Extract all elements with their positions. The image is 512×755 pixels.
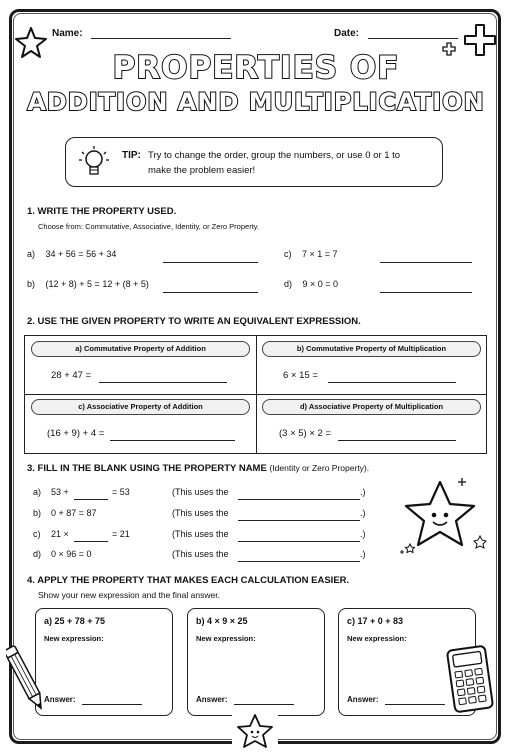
s1-item-a: a) 34 + 56 = 56 + 34 — [27, 249, 117, 259]
name-field[interactable] — [91, 28, 231, 39]
smiling-star-icon — [400, 470, 492, 560]
s4-card-c-new-label: New expression: — [347, 634, 407, 643]
page-subtitle: ADDITION AND MULTIPLICATION — [27, 88, 485, 116]
s4-card-a-answer-label: Answer: — [44, 695, 76, 704]
s2-answer-a[interactable] — [99, 372, 227, 383]
s2-title-c: c) Associative Property of Addition — [31, 399, 250, 415]
s3-uses-c: (This uses the — [172, 529, 229, 539]
section4-subheading: Show your new expression and the final answer. — [38, 590, 220, 600]
tip-box — [65, 137, 443, 187]
section4-heading: 4. APPLY THE PROPERTY THAT MAKES EACH CALCULATION EASIER. — [27, 575, 350, 586]
s3-uses-d: (This uses the — [172, 549, 229, 559]
s3-close-d: .) — [360, 549, 366, 559]
s3-property-a[interactable] — [238, 489, 360, 500]
tip-text-line1: Try to change the order, group the numbers, or use 0 or 1 to — [148, 150, 401, 161]
date-field[interactable] — [368, 28, 458, 39]
s4-card-b — [187, 608, 325, 716]
s4-card-a — [35, 608, 173, 716]
s4-card-b-new-label: New expression: — [196, 634, 256, 643]
s4-card-c-answer-field[interactable] — [385, 704, 445, 705]
s3-property-d[interactable] — [238, 551, 360, 562]
s3-item-d: d) 0 × 96 = 0 — [33, 549, 92, 559]
lightbulb-icon — [76, 144, 112, 182]
section3-heading: 3. FILL IN THE BLANK USING THE PROPERTY NAME (Identity or Zero Property). — [27, 463, 370, 474]
s3-item-b: b) 0 + 87 = 87 — [33, 508, 97, 518]
s4-card-b-answer-label: Answer: — [196, 695, 228, 704]
s4-card-c-answer-label: Answer: — [347, 695, 379, 704]
s4-card-b-answer-field[interactable] — [234, 704, 294, 705]
s4-card-a-new-label: New expression: — [44, 634, 104, 643]
s3-close-b: .) — [360, 508, 366, 518]
s2-expr-a: 28 + 47 = — [51, 370, 92, 381]
tip-text-line2: make the problem easier! — [148, 165, 256, 176]
s3-result-c: = 21 — [112, 529, 130, 539]
s3-property-c[interactable] — [238, 531, 360, 542]
s3-item-a: a) 53 + — [33, 487, 69, 497]
s2-expr-b: 6 × 15 = — [283, 370, 318, 381]
s2-answer-c[interactable] — [110, 430, 235, 441]
s3-close-a: .) — [360, 487, 366, 497]
smiling-star-icon — [232, 712, 278, 752]
s1-item-b: b) (12 + 8) + 5 = 12 + (8 + 5) — [27, 279, 149, 289]
tip-label: TIP: — [122, 150, 141, 161]
s3-result-a: = 53 — [112, 487, 130, 497]
section1-heading: 1. WRITE THE PROPERTY USED. — [27, 206, 177, 217]
s3-uses-b: (This uses the — [172, 508, 229, 518]
s1-answer-a[interactable] — [163, 252, 258, 263]
s1-item-d: d) 9 × 0 = 0 — [284, 279, 339, 289]
section2-grid — [24, 335, 487, 454]
s3-property-b[interactable] — [238, 510, 360, 521]
s4-card-a-title: a) 25 + 78 + 75 — [44, 616, 106, 626]
s2-title-b: b) Commutative Property of Multiplication — [262, 341, 481, 357]
page-title: PROPERTIES OF — [112, 50, 400, 86]
s1-answer-c[interactable] — [380, 252, 472, 263]
s4-card-a-answer-field[interactable] — [82, 704, 142, 705]
section1-subheading: Choose from: Commutative, Associative, Identity, or Zero Property. — [38, 222, 260, 231]
s3-blank-a[interactable] — [74, 489, 108, 500]
s1-item-c: c) 7 × 1 = 7 — [284, 249, 338, 259]
section2-heading: 2. USE THE GIVEN PROPERTY TO WRITE AN EQUIVALENT EXPRESSION. — [27, 316, 361, 327]
s3-blank-c[interactable] — [74, 531, 108, 542]
s1-answer-b[interactable] — [163, 282, 258, 293]
calculator-icon — [444, 642, 496, 716]
name-label: Name: — [52, 28, 83, 39]
s2-title-d: d) Associative Property of Multiplication — [262, 399, 481, 415]
pencil-icon — [6, 640, 46, 720]
s2-answer-b[interactable] — [328, 372, 456, 383]
s2-title-a: a) Commutative Property of Addition — [31, 341, 250, 357]
s3-item-c: c) 21 × — [33, 529, 69, 539]
s3-close-c: .) — [360, 529, 366, 539]
s4-card-c-title: c) 17 + 0 + 83 — [347, 616, 404, 626]
s4-card-b-title: b) 4 × 9 × 25 — [196, 616, 248, 626]
s2-expr-c: (16 + 9) + 4 = — [47, 428, 105, 439]
s3-uses-a: (This uses the — [172, 487, 229, 497]
s2-expr-d: (3 × 5) × 2 = — [279, 428, 332, 439]
date-label: Date: — [334, 28, 360, 39]
s2-answer-d[interactable] — [338, 430, 456, 441]
s1-answer-d[interactable] — [380, 282, 472, 293]
